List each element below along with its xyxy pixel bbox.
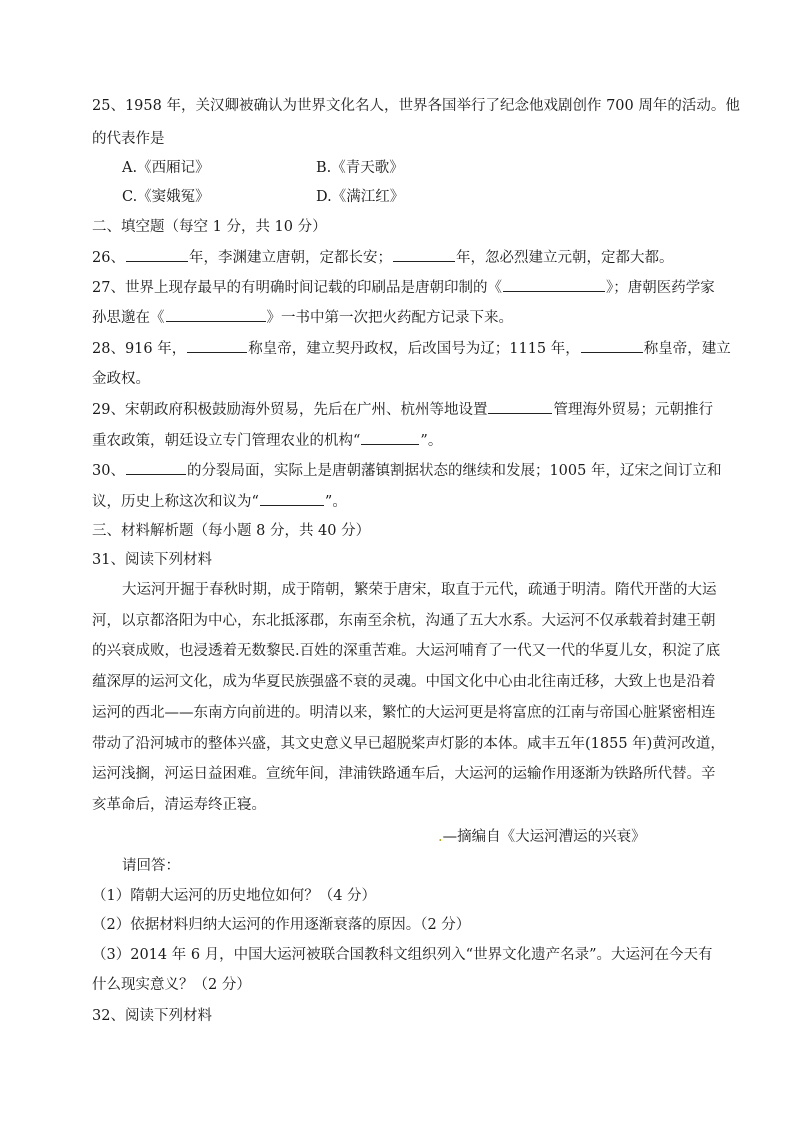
q25-option-d: D.《满江红》 (316, 189, 405, 205)
q26-text-a: 26、 (92, 250, 125, 266)
q27-blank-1[interactable] (503, 277, 605, 292)
q28-blank-1[interactable] (187, 338, 247, 353)
q29-line2 (92, 430, 442, 451)
q31-sub3-line2: 什么现实意义？（2 分） (92, 977, 251, 993)
q30-text-c: 议，历史上称这次和议为“ (92, 494, 259, 510)
q28-text-c: 称皇帝，建立 (643, 341, 731, 357)
q29-text-a: 29、宋朝政府积极鼓励海外贸易，先后在广州、杭州等地设置 (92, 402, 488, 418)
q31-para-line: 蕴深厚的运河文化，成为华夏民族强盛不衰的灵魂。中国文化中心由北往南迁移，大致上也是沿着 (92, 674, 716, 690)
q27-text-c: 孙思邈在《 (92, 310, 165, 326)
q30-text-b: 的分裂局面，实际上是唐朝藩镇割据状态的继续和发展；1005 年，辽宋之间订立和 (186, 463, 722, 479)
q27-line1 (92, 277, 715, 298)
q28-text-a: 28、916 年， (92, 341, 187, 357)
q26-blank-1[interactable] (126, 247, 188, 262)
q29-blank-1[interactable] (488, 399, 552, 414)
q30-blank-2[interactable] (260, 491, 324, 506)
q28-text-b: 称皇帝，建立契丹政权，后改国号为辽；1115 年， (248, 341, 580, 357)
q32-heading: 32、阅读下列材料 (92, 1008, 212, 1024)
q29-line1 (92, 399, 713, 420)
q28-line2: 金政权。 (92, 371, 150, 387)
q25-option-a: A.《西厢记》 (122, 160, 210, 176)
q29-blank-2[interactable] (361, 430, 419, 445)
q25-line2: 的代表作是 (92, 131, 165, 147)
q25-option-b: B.《青天歌》 (316, 160, 404, 176)
q30-text-a: 30、 (92, 463, 125, 479)
q31-para-line: 亥革命后，清运寿终正寝。 (92, 797, 266, 813)
q31-sub3-line1: （3）2014 年 6 月，中国大运河被联合国教科文组织列入“世界文化遗产名录”。大运河在今天有 (92, 947, 713, 963)
q30-text-d: ”。 (324, 494, 347, 510)
q31-sub2: （2）依据材料归纳大运河的作用逐渐衰落的原因。（2 分） (92, 917, 471, 933)
q26 (92, 247, 673, 268)
q27-text-b: 》；唐朝医药学家 (605, 280, 715, 296)
q31-sub1: （1）隋朝大运河的历史地位如何？（4 分） (92, 888, 377, 904)
q29-text-d: ”。 (420, 433, 443, 449)
q27-line2 (92, 307, 513, 328)
q31-para-line: 河，以京都洛阳为中心，东北抵涿郡，东南至余杭，沟通了五大水系。大运河不仅承载着封建王朝 (92, 613, 716, 629)
q31-heading: 31、阅读下列材料 (92, 552, 212, 568)
q25-line1: 25、1958 年，关汉卿被确认为世界文化名人，世界各国举行了纪念他戏剧创作 700 周年的活动。他 (92, 98, 740, 114)
q31-source-text: —摘编自《大运河漕运的兴衰》 (442, 829, 646, 845)
q30-line2 (92, 491, 347, 512)
q31-ask: 请回答： (122, 858, 180, 874)
q31-para-line: 运河的西北——东南方向前进的。明清以来，繁忙的大运河更是将富庶的江南与帝国心脏紧密相连 (92, 705, 716, 721)
q29-text-b: 管理海外贸易；元朝推行 (553, 402, 713, 418)
q27-text-d: 》一书中第一次把火药配方记录下来。 (266, 310, 513, 326)
q28-blank-2[interactable] (581, 338, 643, 353)
q26-text-b: 年，李渊建立唐朝，定都长安； (188, 250, 392, 266)
source-dot-mark: . (438, 829, 443, 845)
q27-text-a: 27、世界上现存最早的有明确时间记载的印刷品是唐朝印制的《 (92, 280, 502, 296)
q31-para-line: 运河浅搁，河运日益困难。宣统年间，津浦铁路通车后，大运河的运输作用逐渐为铁路所代替。辛 (92, 766, 716, 782)
q30-blank-1[interactable] (126, 460, 186, 475)
q31-para-line: 大运河开掘于春秋时期，成于隋朝，繁荣于唐宋，取直于元代，疏通于明清。隋代开凿的大运 (122, 582, 717, 598)
q31-para-line: 带动了沿河城市的整体兴盛，其文史意义早已超脱桨声灯影的本体。咸丰五年(1855 年)黄河改道， (92, 736, 725, 752)
q28-line1 (92, 338, 731, 359)
q30-line1 (92, 460, 721, 481)
q31-para-line: 的兴衰成败，也浸透着无数黎民.百姓的深重苦难。大运河哺育了一代又一代的华夏儿女，积淀了底 (92, 643, 721, 659)
q29-text-c: 重农政策，朝廷设立专门管理农业的机构“ (92, 433, 361, 449)
section2-heading: 二、填空题（每空 1 分，共 10 分） (92, 219, 327, 235)
section3-heading: 三、材料解析题（每小题 8 分，共 40 分） (92, 523, 371, 539)
q31-source (438, 827, 646, 847)
q27-blank-2[interactable] (166, 307, 266, 322)
q26-blank-2[interactable] (393, 247, 455, 262)
q26-text-c: 年，忽必烈建立元朝，定都大都。 (455, 250, 674, 266)
q25-option-c: C.《窦娥冤》 (122, 189, 210, 205)
